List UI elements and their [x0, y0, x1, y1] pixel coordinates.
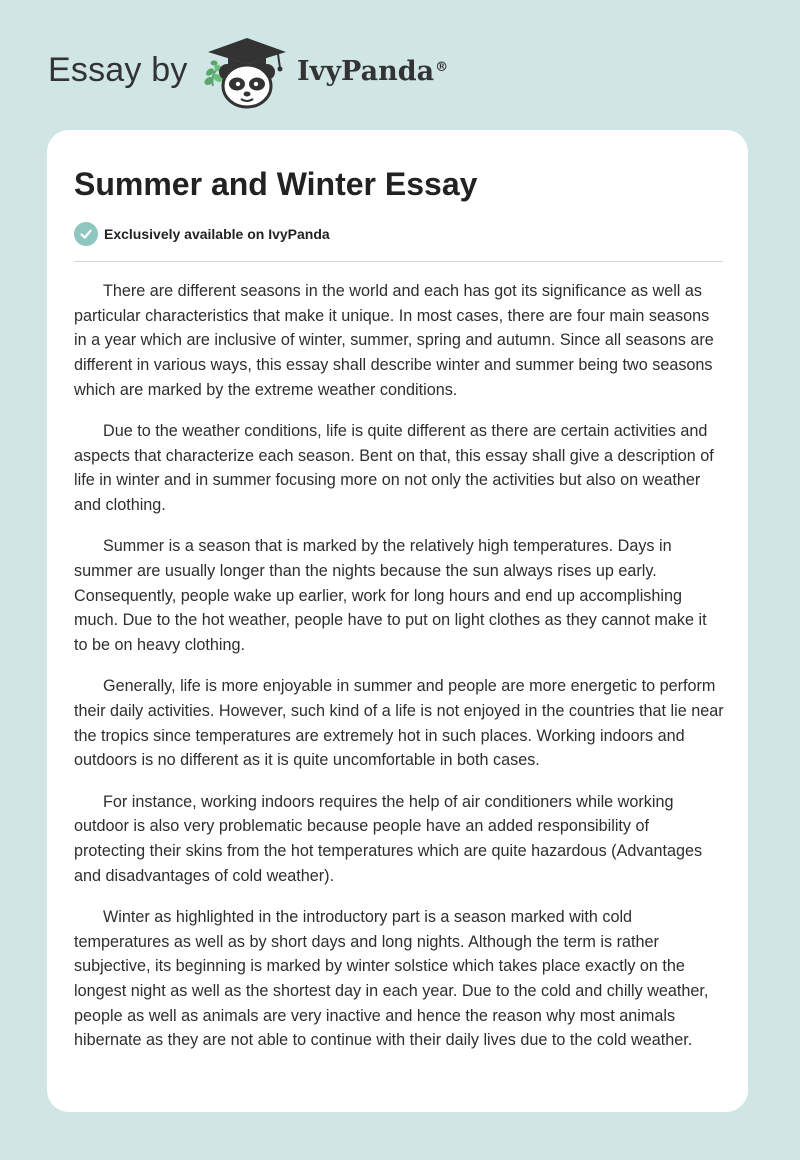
panda-graduate-logo-icon[interactable]	[200, 34, 294, 110]
essay-paragraph: Winter as highlighted in the introductory part is a season marked with cold temperatures as well as by short days and long nights. Although the term is rather subjective, its beginning is marked by winter solstice which takes place exactly on the longest night as well as the shortest day in each year. Due to the cold and chilly weather, people as well as animals are very inactive and hence the reason why most animals hibernate as they are not able to continue with their daily lives due to the cold weather.	[74, 907, 709, 1050]
exclusive-badge	[74, 221, 330, 247]
essay-paragraph: There are different seasons in the world and each has got its significance as well as particular characteristics that make it unique. In most cases, there are four main seasons in a year which are inclusive of winter, summer, spring and autumn. Since all seasons are different in various ways, this essay shall describe winter and summer being two seasons which are marked by the extreme weather conditions.	[74, 282, 714, 399]
essay-paragraph: Summer is a season that is marked by the relatively high temperatures. Days in summer are usually longer than the nights because the sun always rises up early. Consequently, people wake up earlier, work for long hours and end up accomplishing much. Due to the hot weather, people have to put on light clothes as they cannot make it to be on heavy clothing.	[74, 537, 707, 655]
essay-paragraph: For instance, working indoors requires the help of air conditioners while working outdoor is also very problematic because people have an added responsibility of protecting their skins from the hot temperatures which are quite hazardous (Advantages and disadvantages of cold weather).	[74, 792, 703, 885]
exclusive-label: Exclusively available on IvyPanda	[104, 226, 330, 242]
check-circle-icon	[74, 222, 98, 246]
divider	[74, 261, 723, 262]
brand-prefix: Essay by	[48, 51, 188, 89]
site-header	[0, 0, 800, 130]
brand-name[interactable]: IvyPanda®	[297, 56, 449, 87]
essay-body	[74, 279, 724, 1070]
page-title: Summer and Winter Essay	[74, 166, 478, 202]
essay-paragraph: Generally, life is more enjoyable in summer and people are more energetic to perform their daily activities. However, such kind of a life is not enjoyed in the countries that lie near the tropics since temperatures are extremely hot in such places. Working indoors and outdoors is no different as it is quite uncomfortable in both cases.	[74, 677, 724, 770]
essay-card	[47, 130, 748, 1112]
essay-paragraph: Due to the weather conditions, life is quite different as there are certain activities and aspects that characterize each season. Bent on that, this essay shall give a description of life in winter and in summer focusing more on not only the activities but also on weather and clothing.	[74, 422, 714, 515]
